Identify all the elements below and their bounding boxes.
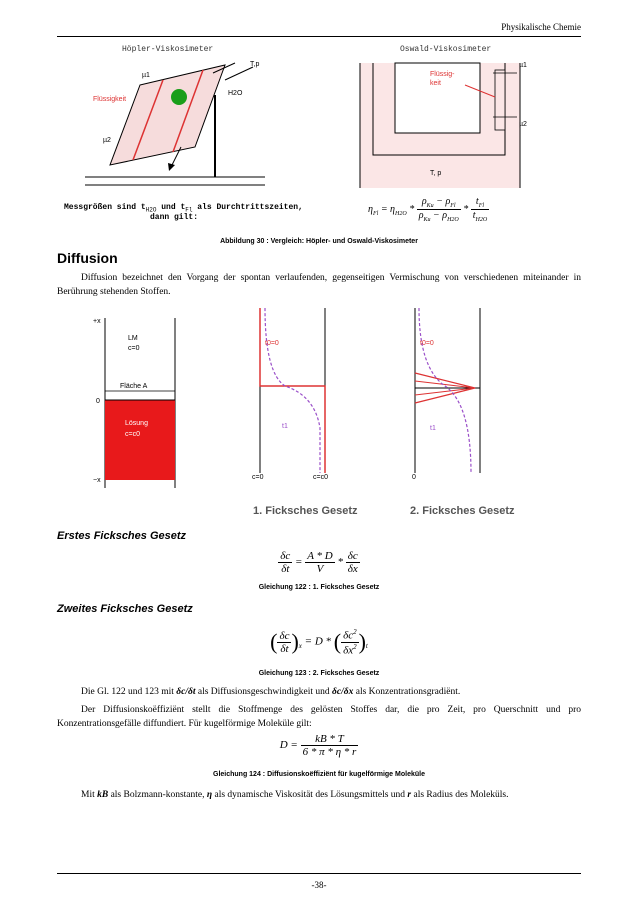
diff-loesung-label: Lösung xyxy=(125,420,148,427)
ball-icon xyxy=(171,89,187,105)
fick1-heading: 1. Ficksches Gesetz xyxy=(253,505,358,517)
fick2-zero-label: 0 xyxy=(412,474,416,481)
equation-124-caption: Gleichung 124 : Diffusionskoëffiziënt für kugelförmige Moleküle xyxy=(213,771,425,778)
diff-zero-label: 0 xyxy=(96,398,100,405)
section-title-diffusion: Diffusion xyxy=(57,250,118,266)
measure-line-2: dann gilt: xyxy=(150,213,199,222)
section-title-fick1: Erstes Ficksches Gesetz xyxy=(57,530,187,542)
diff-flaeche-label: Fläche A xyxy=(120,383,148,390)
figure-30-caption: Abbildung 30 : Vergleich: Höpler- und Oswald-Viskosimeter xyxy=(220,238,418,245)
oswald-mu2-label: µ2 xyxy=(519,121,527,128)
fick2-diagram xyxy=(405,308,495,478)
equation-123: ( $\frac{\delta c}{\delta t}$ )$_x = D$ * ( $\frac{\delta c^2}{\delta x^2}$ )$_t$ xyxy=(270,628,368,657)
equation-122-caption: Gleichung 122 : 1. Ficksches Gesetz xyxy=(258,584,380,591)
hoepler-h2o-label: H2O xyxy=(228,90,243,97)
hoepler-diagram xyxy=(85,55,275,195)
oswald-fluid-label: Flüssig- keit xyxy=(430,71,455,87)
viscosity-formula: $\eta_{Fl} = \eta_{H2O}$ * $\frac{\rho_{Ku} - \rho_{Fl}}{\rho_{Ku} - \rho_{H2O}}$ * $\frac{t_{Fl}}{t_{H2O}}$ xyxy=(368,196,488,223)
hoepler-mu2-label: µ2 xyxy=(103,137,111,144)
hoepler-tp-label: T,p xyxy=(250,61,260,68)
fick1-t1-label: t1 xyxy=(282,423,288,430)
running-header: Physikalische Chemie xyxy=(501,22,581,32)
constants-paragraph: Mit kB als Bolzmann-konstante, η als dynamische Viskosität des Lösungsmittels und r als Radius des Moleküls. xyxy=(81,790,509,800)
diff-cc0-label: c=c0 xyxy=(125,431,140,438)
header-rule xyxy=(57,36,581,37)
hoepler-title: Höpler-Viskosimeter xyxy=(122,45,214,54)
section-title-fick2: Zweites Ficksches Gesetz xyxy=(57,603,193,615)
measure-line-1: Messgrößen sind $t_{H2O}$ und $t_{Fl}$ als Durchtrittszeiten, xyxy=(64,203,303,214)
equation-123-caption: Gleichung 123 : 2. Ficksches Gesetz xyxy=(258,670,380,677)
diff-minusx-label: −x xyxy=(93,477,101,484)
fick1-c0-label: c=0 xyxy=(252,474,264,481)
fick1-t0-label: t0=0 xyxy=(265,340,279,347)
equation-122: $\frac{\delta c}{\delta t}$ = $\frac{A * D}{V}$ * $\frac{\delta c}{\delta x}$ xyxy=(280,550,358,575)
diffusionskoeffizient-paragraph: Der Diffusionskoëffiziënt stellt die Stoffmenge des gelösten Stoffes dar, die pro Zeit, pro Querschnitt und pro Konzentrationsgefälle diffundiert. Für kugelförmige Moleküle gilt: xyxy=(57,705,581,729)
hoepler-fluid-label: Flüssigkeit xyxy=(93,96,127,103)
gleichung-paragraph: Die Gl. 122 und 123 mit δc/δt als Diffusionsgeschwindigkeit und δc/δx als Konzentrationsgradiënt. xyxy=(81,687,461,697)
fick2-t0-label: t0=0 xyxy=(420,340,434,347)
diff-lm-label: LM xyxy=(128,335,138,342)
diffusion-box-diagram xyxy=(85,318,185,488)
hoepler-mu1-label: µ1 xyxy=(142,72,150,79)
oswald-tp-label: T, p xyxy=(430,170,442,177)
oswald-title: Oswald-Viskosimeter xyxy=(400,45,492,54)
page-number: -38- xyxy=(311,880,327,890)
fick1-cc0-label: c=c0 xyxy=(313,474,328,481)
equation-124: D = $\frac{kB * T}{6 * \pi * \eta * r}$ xyxy=(279,733,357,758)
footer-rule xyxy=(57,873,581,874)
diff-plusx-label: +x xyxy=(93,318,101,325)
fick2-t1-label: t1 xyxy=(430,425,436,432)
fick1-diagram xyxy=(245,308,345,478)
diff-c0-label: c=0 xyxy=(128,345,140,352)
fick2-heading: 2. Ficksches Gesetz xyxy=(410,505,515,517)
diffusion-paragraph: Diffusion bezeichnet den Vorgang der spontan verlaufenden, gegenseitigen Vermischung von verschiedenen miteinander in Berührung stehenden Stoffen. xyxy=(57,273,581,297)
oswald-mu1-label: µ1 xyxy=(519,62,527,69)
